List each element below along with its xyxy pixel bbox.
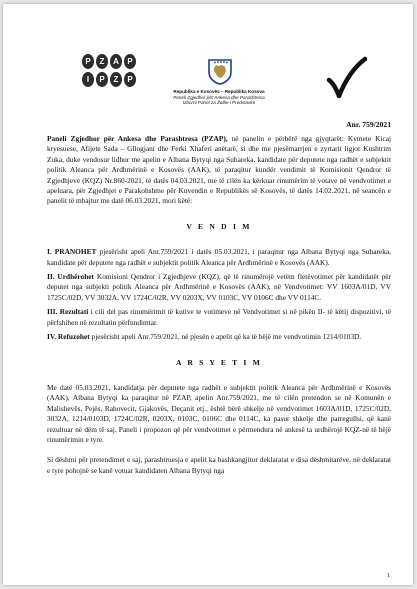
ruling-item-text: pjesërisht apeli Anr.759/2021, në pjesën e apelit që ka të bëjë me vendvotimin 1214/0103D. [89, 332, 362, 342]
logo-letter: A [110, 54, 122, 69]
ruling-item [47, 247, 391, 268]
logo-letter: P [124, 72, 136, 87]
logo-letter: Z [110, 72, 122, 87]
ruling-item-text: pjesërisht apeli Anr.759/2021 i datës 05.03.2021, i paraqitur nga Albana Bytyqi nga Suhareka, kandidate për deputete nga radhët e subjektit politik Aleanca për Ardhmërinë e Kosovës (AAK). [47, 247, 391, 267]
kosovo-emblem-icon [207, 57, 233, 85]
document-number: Anr. 759/2021 [346, 120, 391, 129]
logo-letter: P [96, 72, 108, 87]
header-line-3: Izborni Panel za Žalbe i Predstavke [182, 100, 256, 106]
ruling-item-label: III. Rezultati [47, 307, 89, 317]
page-number: 1 [387, 572, 391, 579]
logo-letter: I [82, 72, 94, 87]
header-line-2: Paneli Zgjedhor për Ankesa dhe Parashtresa [173, 94, 265, 100]
reasoning-paragraph: Me datë 05.03.2021, kandidatja për deputete nga radhët e subjektit politik Aleanca për Ardhmërinë e Kosovës (AAK), Albana Bytyqi ka paraqitur në PZAP, apelin Anr.759/2021, me të cilën pretendon se në Komunën e Malishevës, Pejës, Rahovecit, Gjakovës, Deçanit etj., është bërë shkelje në vendvotimet 1603A/01D, 1725C/02D, 3032A, 1214/0103D, 1724C/02R, 0203X, 0103C, 0106C dhe 0114C, ka pasur shkelje dhe parregullsi, që kanë rezultuar në dëm të saj. Paneli i propozon që për vendvotimet e përmendura në ankesë ta urdhërojë KQZ-në të bëjë rinumërimin e tyre. [47, 382, 391, 444]
intro-text: në panelin e përbërë nga gjyqtarët: Kymete Kicaj kryesuese, Afijete Sada – Gllogjani dhe Ferki Xhaferi anëtarë, si dhe me pjesëmarrjen e zyrtarit ligjor Kushtrim Zuka, duke vendosur lidhur me apelin e Albana Bytyqi nga Suhareka, kandidate për deputete nga radhët e subjektit politik Aleanca për Ardhmërinë e Kosovës (AAK), të paraqitur kundër vendimit të Komisionit Qendror të Zgjedhjeve (KQZ) Nr.860-2021, të datës 04.03.2021, me të cilën ka kërkuar rinumërim të votave në vendvotimet e apeluara, për Zgjedhjet e Parakohshme për Kuvendin e Republikës së Kosovës, të datës 14.02.2021, në seancën e panelit të mbajtur me datë 06.03.2021, mori këtë: [47, 134, 391, 206]
checkmark-icon [326, 56, 368, 100]
header-line-1: Republika e Kosovës – Republika Kosova [173, 89, 265, 94]
logo-letter: P [124, 54, 136, 69]
ruling-item-text: Komisioni Qendror i Zgjedhjeve (KQZ), që të rinumërojë vetëm fletëvotimet për kandidatët për deputet nga subjekti politik Aleanca për Ardhmërinë e Kosovës (AAK), në Vendvotimet: VV 1603A/01D, VV 1725C/02D, VV 3032A, VV 1724C/02R, VV 0203X, VV 0103C, VV 0106C dhe VV 0114C. [47, 272, 391, 302]
ruling-item [47, 307, 391, 328]
document-body [47, 134, 391, 476]
arsyetim-heading: A R S Y E T I M [176, 357, 262, 367]
ruling-item [47, 272, 391, 303]
pzap-logo [82, 54, 136, 92]
ruling-item-label: II. Urdhërohet [47, 272, 95, 282]
ruling-item-text: i cili del pas rinumërimit të kutive te votimeve në Vendvotimet si në pikën II- të këtij dispozitivi, të përfshihen në rezultatin përfundimtar. [47, 307, 392, 327]
intro-paragraph [47, 134, 391, 207]
ruling-item-label: I. PRANOHET [47, 247, 97, 257]
institution-header [135, 89, 303, 106]
reasoning-paragraph: Si dëshmi për pretendimet e saj, parashtruesja e apelit ka bashkangjitur deklaratat e disa dëshmitarëve, në deklaratat e tyre pohojnë se kanë votuar kandidaten Albana Bytyqi nga [47, 455, 391, 475]
logo-letter: P [82, 54, 94, 69]
ruling-item-label: IV. Refuzohet [47, 332, 90, 342]
ruling-item [47, 332, 391, 342]
vendim-heading: V E N D I M [186, 221, 252, 231]
logo-letter: Z [96, 54, 108, 69]
document-page [3, 4, 413, 585]
intro-bold: Paneli Zgjedhor për Ankesa dhe Parashtresa (PZAP), [47, 134, 228, 143]
